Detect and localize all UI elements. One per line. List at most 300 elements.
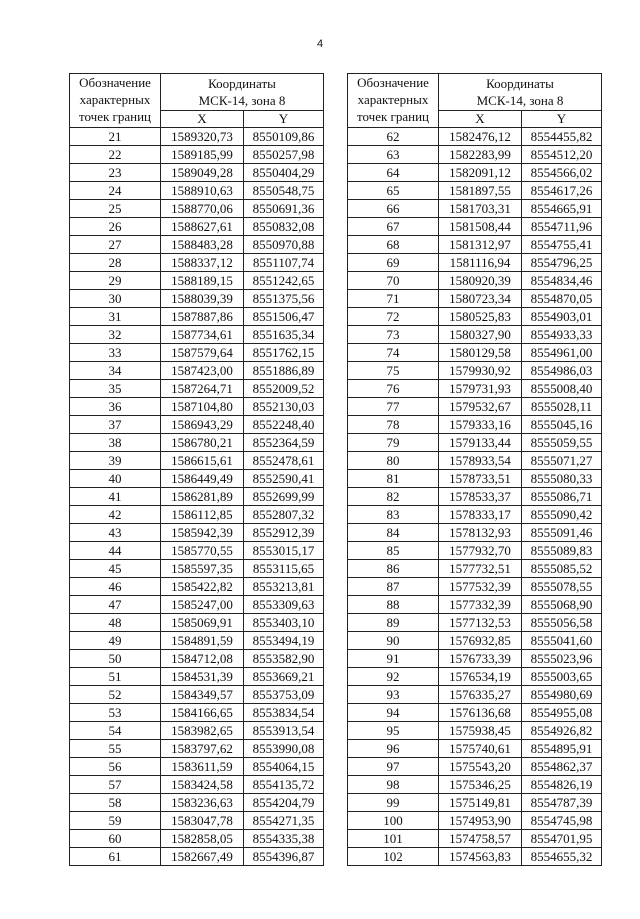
y-coordinate-cell: 8551242,65 (244, 272, 324, 290)
point-number-cell: 35 (70, 380, 161, 398)
x-coordinate-cell: 1585069,91 (161, 614, 244, 632)
x-coordinate-cell: 1582667,49 (161, 848, 244, 866)
x-coordinate-cell: 1576335,27 (439, 686, 522, 704)
table-row (348, 542, 602, 560)
table-row (348, 560, 602, 578)
point-number-cell: 73 (348, 326, 439, 344)
y-coordinate-cell: 8552807,32 (244, 506, 324, 524)
point-number-cell: 29 (70, 272, 161, 290)
x-coordinate-cell: 1583797,62 (161, 740, 244, 758)
x-coordinate-cell: 1588337,12 (161, 254, 244, 272)
y-coordinate-cell: 8551886,89 (244, 362, 324, 380)
point-number-cell: 36 (70, 398, 161, 416)
y-coordinate-cell: 8550548,75 (244, 182, 324, 200)
table-row (348, 758, 602, 776)
y-coordinate-cell: 8555003,65 (522, 668, 602, 686)
point-number-cell: 83 (348, 506, 439, 524)
x-coordinate-cell: 1578533,37 (439, 488, 522, 506)
point-number-cell: 30 (70, 290, 161, 308)
table-row (348, 488, 602, 506)
y-coordinate-cell: 8553913,54 (244, 722, 324, 740)
point-number-cell: 52 (70, 686, 161, 704)
x-coordinate-cell: 1578733,51 (439, 470, 522, 488)
table-row (348, 236, 602, 254)
x-coordinate-cell: 1579133,44 (439, 434, 522, 452)
y-coordinate-cell: 8555085,52 (522, 560, 602, 578)
x-coordinate-cell: 1574953,90 (439, 812, 522, 830)
x-coordinate-cell: 1589049,28 (161, 164, 244, 182)
x-coordinate-cell: 1576534,19 (439, 668, 522, 686)
point-number-cell: 67 (348, 218, 439, 236)
label-line-2: характерных (357, 92, 429, 107)
point-number-cell: 57 (70, 776, 161, 794)
x-coordinate-cell: 1582091,12 (439, 164, 522, 182)
x-coordinate-cell: 1577732,51 (439, 560, 522, 578)
x-coordinate-cell: 1577332,39 (439, 596, 522, 614)
x-coordinate-cell: 1577132,53 (439, 614, 522, 632)
point-number-cell: 32 (70, 326, 161, 344)
point-number-cell: 54 (70, 722, 161, 740)
y-coordinate-cell: 8554271,35 (244, 812, 324, 830)
point-number-cell: 51 (70, 668, 161, 686)
point-number-cell: 49 (70, 632, 161, 650)
table-row (70, 506, 324, 524)
coords-title-line-1: Координаты (486, 76, 554, 91)
y-coordinate-cell: 8554903,01 (522, 308, 602, 326)
table-row (348, 740, 602, 758)
y-coordinate-cell: 8554064,15 (244, 758, 324, 776)
x-coordinate-cell: 1588483,28 (161, 236, 244, 254)
point-number-cell: 39 (70, 452, 161, 470)
table-row (70, 164, 324, 182)
point-number-cell: 26 (70, 218, 161, 236)
x-coordinate-cell: 1582283,99 (439, 146, 522, 164)
page-number: 4 (316, 38, 324, 50)
point-number-cell: 21 (70, 128, 161, 146)
label-line-1: Обозначение (357, 75, 429, 90)
table-row (348, 596, 602, 614)
point-number-cell: 101 (348, 830, 439, 848)
point-number-cell: 74 (348, 344, 439, 362)
y-coordinate-cell: 8554665,91 (522, 200, 602, 218)
table-row (70, 272, 324, 290)
point-number-cell: 23 (70, 164, 161, 182)
x-coordinate-cell: 1585770,55 (161, 542, 244, 560)
point-number-cell: 42 (70, 506, 161, 524)
y-coordinate-cell: 8554961,00 (522, 344, 602, 362)
table-row (70, 200, 324, 218)
table-row (348, 776, 602, 794)
y-coordinate-cell: 8554135,72 (244, 776, 324, 794)
label-line-3: точек границ (78, 109, 152, 124)
point-number-cell: 71 (348, 290, 439, 308)
y-coordinate-cell: 8553494,19 (244, 632, 324, 650)
point-number-cell: 77 (348, 398, 439, 416)
x-coordinate-cell: 1588770,06 (161, 200, 244, 218)
x-coordinate-cell: 1583982,65 (161, 722, 244, 740)
table-row (70, 146, 324, 164)
point-number-cell: 53 (70, 704, 161, 722)
x-coordinate-cell: 1584712,08 (161, 650, 244, 668)
point-number-cell: 41 (70, 488, 161, 506)
y-coordinate-cell: 8554566,02 (522, 164, 602, 182)
table-row (70, 560, 324, 578)
x-coordinate-cell: 1585422,82 (161, 578, 244, 596)
point-number-cell: 81 (348, 470, 439, 488)
y-coordinate-cell: 8550109,86 (244, 128, 324, 146)
x-coordinate-cell: 1586780,21 (161, 434, 244, 452)
x-coordinate-cell: 1580525,83 (439, 308, 522, 326)
y-coordinate-cell: 8553582,90 (244, 650, 324, 668)
point-number-cell: 45 (70, 560, 161, 578)
x-coordinate-cell: 1587579,64 (161, 344, 244, 362)
y-coordinate-cell: 8555045,16 (522, 416, 602, 434)
table-row (348, 524, 602, 542)
x-coordinate-cell: 1589320,73 (161, 128, 244, 146)
x-coordinate-cell: 1574758,57 (439, 830, 522, 848)
y-coordinate-cell: 8554834,46 (522, 272, 602, 290)
table-row (70, 722, 324, 740)
point-number-cell: 76 (348, 380, 439, 398)
y-coordinate-cell: 8555056,58 (522, 614, 602, 632)
y-coordinate-cell: 8555090,42 (522, 506, 602, 524)
table-row (70, 416, 324, 434)
y-coordinate-cell: 8554862,37 (522, 758, 602, 776)
point-number-cell: 95 (348, 722, 439, 740)
table-row (348, 578, 602, 596)
y-coordinate-cell: 8552478,61 (244, 452, 324, 470)
point-number-cell: 80 (348, 452, 439, 470)
x-coordinate-cell: 1581703,31 (439, 200, 522, 218)
y-coordinate-cell: 8554980,69 (522, 686, 602, 704)
y-coordinate-cell: 8550404,29 (244, 164, 324, 182)
y-coordinate-cell: 8554512,20 (522, 146, 602, 164)
point-number-cell: 48 (70, 614, 161, 632)
x-coordinate-cell: 1578333,17 (439, 506, 522, 524)
table-row (348, 182, 602, 200)
y-coordinate-cell: 8555089,83 (522, 542, 602, 560)
y-coordinate-cell: 8554204,79 (244, 794, 324, 812)
point-number-cell: 33 (70, 344, 161, 362)
table-row (70, 362, 324, 380)
y-coordinate-cell: 8551506,47 (244, 308, 324, 326)
table-row (348, 470, 602, 488)
x-coordinate-cell: 1582476,12 (439, 128, 522, 146)
table-row (70, 326, 324, 344)
table-row (70, 380, 324, 398)
coords-title-header (161, 74, 324, 111)
x-coordinate-cell: 1583047,78 (161, 812, 244, 830)
y-coordinate-cell: 8554455,82 (522, 128, 602, 146)
point-number-cell: 102 (348, 848, 439, 866)
point-number-cell: 66 (348, 200, 439, 218)
y-coordinate-cell: 8554926,82 (522, 722, 602, 740)
point-number-cell: 62 (348, 128, 439, 146)
x-coordinate-cell: 1577532,39 (439, 578, 522, 596)
table-row (70, 452, 324, 470)
point-number-cell: 43 (70, 524, 161, 542)
point-number-cell: 38 (70, 434, 161, 452)
table-row (70, 614, 324, 632)
table-row (348, 434, 602, 452)
x-coordinate-cell: 1588627,61 (161, 218, 244, 236)
table-row (348, 254, 602, 272)
x-coordinate-cell: 1575149,81 (439, 794, 522, 812)
x-coordinate-cell: 1583424,58 (161, 776, 244, 794)
table-row (348, 632, 602, 650)
coords-title-line-2: МСК-14, зона 8 (198, 93, 286, 108)
y-coordinate-cell: 8554870,05 (522, 290, 602, 308)
point-number-cell: 79 (348, 434, 439, 452)
table-row (348, 218, 602, 236)
table-row (348, 362, 602, 380)
x-coordinate-cell: 1580920,39 (439, 272, 522, 290)
y-coordinate-cell: 8554933,33 (522, 326, 602, 344)
table-row (70, 308, 324, 326)
x-coordinate-cell: 1586615,61 (161, 452, 244, 470)
label-line-2: характерных (79, 92, 151, 107)
y-coordinate-cell: 8555028,11 (522, 398, 602, 416)
table-row (348, 272, 602, 290)
point-number-cell: 37 (70, 416, 161, 434)
x-coordinate-cell: 1584349,57 (161, 686, 244, 704)
table-row (70, 794, 324, 812)
point-number-cell: 25 (70, 200, 161, 218)
table-row (70, 128, 324, 146)
table-row (70, 290, 324, 308)
table-row (348, 812, 602, 830)
y-coordinate-cell: 8552130,03 (244, 398, 324, 416)
y-coordinate-cell: 8552912,39 (244, 524, 324, 542)
x-coordinate-cell: 1586943,29 (161, 416, 244, 434)
table-row (348, 128, 602, 146)
point-number-cell: 88 (348, 596, 439, 614)
x-coordinate-cell: 1581312,97 (439, 236, 522, 254)
x-coordinate-cell: 1575938,45 (439, 722, 522, 740)
point-number-cell: 87 (348, 578, 439, 596)
table-row (70, 218, 324, 236)
point-number-cell: 94 (348, 704, 439, 722)
y-coordinate-cell: 8555086,71 (522, 488, 602, 506)
point-number-cell: 68 (348, 236, 439, 254)
x-coordinate-cell: 1580129,58 (439, 344, 522, 362)
table-row (70, 398, 324, 416)
table-row (348, 506, 602, 524)
point-number-cell: 65 (348, 182, 439, 200)
y-coordinate-cell: 8555059,55 (522, 434, 602, 452)
y-coordinate-cell: 8555091,46 (522, 524, 602, 542)
x-coordinate-cell: 1576932,85 (439, 632, 522, 650)
y-coordinate-cell: 8551375,56 (244, 290, 324, 308)
x-coordinate-cell: 1585247,00 (161, 596, 244, 614)
x-coordinate-cell: 1581897,55 (439, 182, 522, 200)
x-coordinate-cell: 1575740,61 (439, 740, 522, 758)
table-row (70, 686, 324, 704)
x-coordinate-cell: 1576733,39 (439, 650, 522, 668)
y-coordinate-cell: 8553309,63 (244, 596, 324, 614)
y-coordinate-cell: 8555068,90 (522, 596, 602, 614)
table-row (348, 452, 602, 470)
y-coordinate-cell: 8554335,38 (244, 830, 324, 848)
point-number-cell: 24 (70, 182, 161, 200)
x-coordinate-cell: 1582858,05 (161, 830, 244, 848)
point-number-cell: 70 (348, 272, 439, 290)
point-number-cell: 84 (348, 524, 439, 542)
y-coordinate-cell: 8554796,25 (522, 254, 602, 272)
y-coordinate-cell: 8553669,21 (244, 668, 324, 686)
x-coordinate-cell: 1574563,83 (439, 848, 522, 866)
point-number-cell: 86 (348, 560, 439, 578)
point-number-cell: 47 (70, 596, 161, 614)
point-number-cell: 69 (348, 254, 439, 272)
table-row (70, 650, 324, 668)
coords-title-line-1: Координаты (208, 76, 276, 91)
y-coordinate-cell: 8554701,95 (522, 830, 602, 848)
table-row (70, 668, 324, 686)
x-coordinate-cell: 1587264,71 (161, 380, 244, 398)
point-number-cell: 75 (348, 362, 439, 380)
y-coordinate-cell: 8554655,32 (522, 848, 602, 866)
table-row (70, 848, 324, 866)
coords-title-line-2: МСК-14, зона 8 (476, 93, 564, 108)
x-coordinate-cell: 1588039,39 (161, 290, 244, 308)
table-row (70, 596, 324, 614)
x-coordinate-cell: 1586281,89 (161, 488, 244, 506)
y-coordinate-cell: 8550970,88 (244, 236, 324, 254)
table-row (348, 164, 602, 182)
x-coordinate-cell: 1587423,00 (161, 362, 244, 380)
table-row (70, 524, 324, 542)
table-row (348, 704, 602, 722)
table-row (348, 794, 602, 812)
x-coordinate-cell: 1585942,39 (161, 524, 244, 542)
table-row (70, 542, 324, 560)
y-coordinate-cell: 8554787,39 (522, 794, 602, 812)
point-number-cell: 40 (70, 470, 161, 488)
y-coordinate-cell: 8555078,55 (522, 578, 602, 596)
table-row (348, 380, 602, 398)
table-row (348, 146, 602, 164)
x-coordinate-cell: 1579333,16 (439, 416, 522, 434)
point-number-cell: 44 (70, 542, 161, 560)
point-number-cell: 22 (70, 146, 161, 164)
point-number-cell: 64 (348, 164, 439, 182)
x-coordinate-cell: 1575346,25 (439, 776, 522, 794)
x-coordinate-cell: 1575543,20 (439, 758, 522, 776)
x-coordinate-cell: 1578933,54 (439, 452, 522, 470)
point-number-cell: 98 (348, 776, 439, 794)
coordinates-table-left (69, 73, 324, 866)
x-coordinate-cell: 1581116,94 (439, 254, 522, 272)
coords-title-header (439, 74, 602, 111)
label-line-3: точек границ (356, 109, 430, 124)
point-number-cell: 90 (348, 632, 439, 650)
point-number-cell: 56 (70, 758, 161, 776)
y-coordinate-cell: 8554711,96 (522, 218, 602, 236)
point-number-cell: 58 (70, 794, 161, 812)
label-line-1: Обозначение (79, 75, 151, 90)
x-coordinate-cell: 1588910,63 (161, 182, 244, 200)
table-row (70, 578, 324, 596)
y-coordinate-cell: 8555071,27 (522, 452, 602, 470)
y-coordinate-cell: 8554755,41 (522, 236, 602, 254)
y-coordinate-cell: 8550832,08 (244, 218, 324, 236)
x-coordinate-cell: 1586112,85 (161, 506, 244, 524)
table-row (348, 398, 602, 416)
y-coordinate-cell: 8553834,54 (244, 704, 324, 722)
y-header: Y (522, 111, 602, 128)
x-coordinate-cell: 1586449,49 (161, 470, 244, 488)
x-coordinate-cell: 1583611,59 (161, 758, 244, 776)
x-coordinate-cell: 1579930,92 (439, 362, 522, 380)
x-coordinate-cell: 1584891,59 (161, 632, 244, 650)
point-label-header (348, 74, 439, 128)
point-number-cell: 97 (348, 758, 439, 776)
y-header: Y (244, 111, 324, 128)
point-number-cell: 63 (348, 146, 439, 164)
y-coordinate-cell: 8555008,40 (522, 380, 602, 398)
point-number-cell: 89 (348, 614, 439, 632)
x-coordinate-cell: 1577932,70 (439, 542, 522, 560)
y-coordinate-cell: 8553403,10 (244, 614, 324, 632)
table-row (70, 344, 324, 362)
x-coordinate-cell: 1587734,61 (161, 326, 244, 344)
table-row (348, 200, 602, 218)
table-row (70, 470, 324, 488)
x-coordinate-cell: 1576136,68 (439, 704, 522, 722)
table-row (70, 758, 324, 776)
y-coordinate-cell: 8550257,98 (244, 146, 324, 164)
point-number-cell: 60 (70, 830, 161, 848)
table-row (70, 812, 324, 830)
y-coordinate-cell: 8552248,40 (244, 416, 324, 434)
table-row (70, 704, 324, 722)
point-number-cell: 61 (70, 848, 161, 866)
table-row (70, 830, 324, 848)
x-coordinate-cell: 1580723,34 (439, 290, 522, 308)
y-coordinate-cell: 8551635,34 (244, 326, 324, 344)
point-number-cell: 96 (348, 740, 439, 758)
coordinates-table-right (347, 73, 602, 866)
x-coordinate-cell: 1579731,93 (439, 380, 522, 398)
point-number-cell: 46 (70, 578, 161, 596)
y-coordinate-cell: 8553213,81 (244, 578, 324, 596)
point-number-cell: 82 (348, 488, 439, 506)
y-coordinate-cell: 8551762,15 (244, 344, 324, 362)
point-number-cell: 34 (70, 362, 161, 380)
point-number-cell: 31 (70, 308, 161, 326)
x-coordinate-cell: 1579532,67 (439, 398, 522, 416)
point-number-cell: 100 (348, 812, 439, 830)
table-row (70, 254, 324, 272)
x-coordinate-cell: 1578132,93 (439, 524, 522, 542)
point-number-cell: 50 (70, 650, 161, 668)
y-coordinate-cell: 8555023,96 (522, 650, 602, 668)
table-row (70, 776, 324, 794)
y-coordinate-cell: 8554745,98 (522, 812, 602, 830)
table-row (70, 182, 324, 200)
x-coordinate-cell: 1588189,15 (161, 272, 244, 290)
x-coordinate-cell: 1584166,65 (161, 704, 244, 722)
y-coordinate-cell: 8552699,99 (244, 488, 324, 506)
y-coordinate-cell: 8555041,60 (522, 632, 602, 650)
x-header: X (161, 111, 244, 128)
table-row (70, 740, 324, 758)
point-number-cell: 99 (348, 794, 439, 812)
table-row (348, 668, 602, 686)
x-coordinate-cell: 1587887,86 (161, 308, 244, 326)
point-number-cell: 55 (70, 740, 161, 758)
